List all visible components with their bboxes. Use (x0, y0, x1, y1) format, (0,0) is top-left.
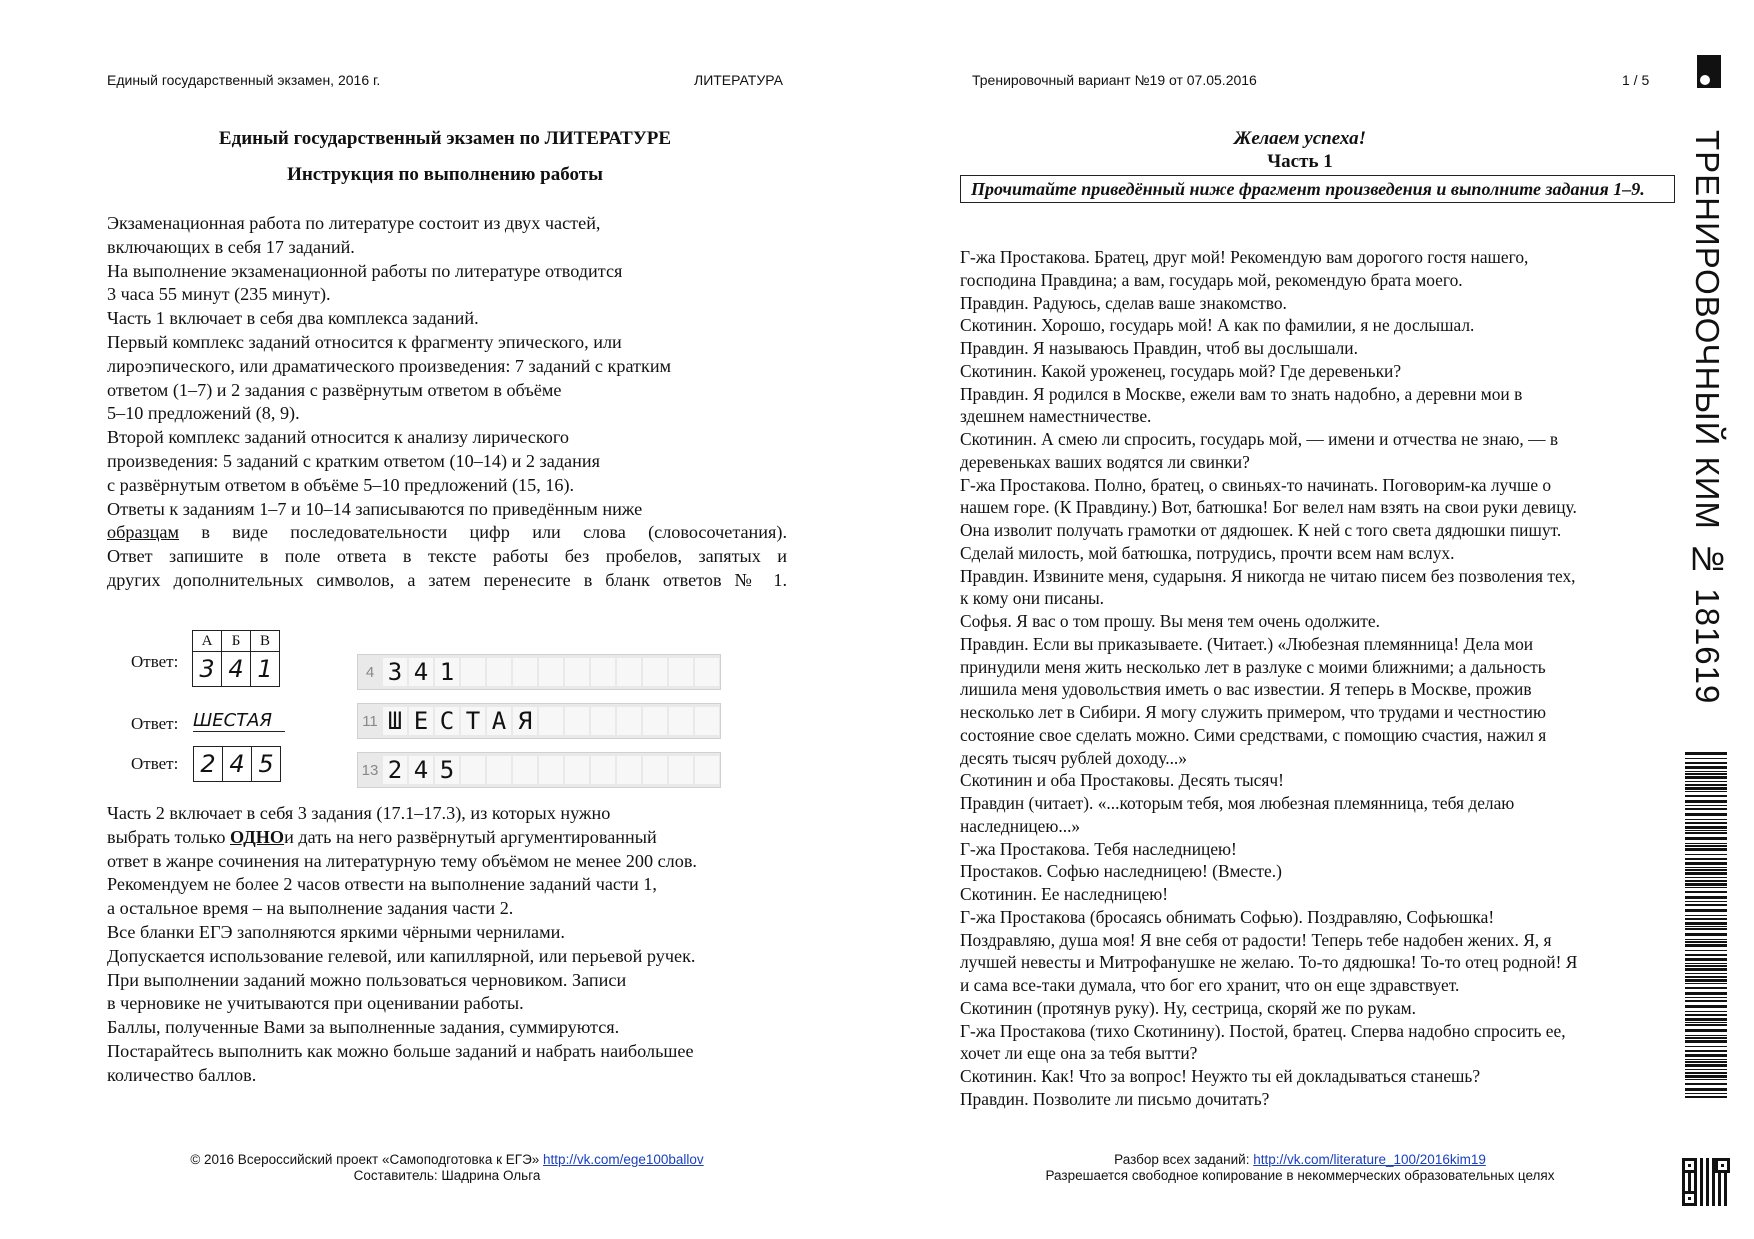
form-cell: 4 (409, 756, 433, 784)
example1-form (357, 654, 721, 690)
form-number: 13 (361, 761, 379, 779)
example1-header: А (193, 631, 222, 651)
form-cell: Е (409, 707, 433, 735)
dialogue-line: Г-жа Простакова (тихо Скотинину). Постой, братец. Сперва надобно спросить ее, (960, 1020, 1566, 1041)
barcode-icon (1685, 752, 1727, 1102)
example1-label: Ответ: (131, 652, 179, 671)
dialogue-line: Скотинин. Ее наследницею! (960, 884, 1169, 904)
dialogue-line: хочет ли еще она за тебя вытти? (960, 1043, 1198, 1064)
form-cell: С (435, 707, 459, 735)
form-cell: 5 (435, 756, 459, 784)
dialogue-line: здешнем наместничестве. (960, 406, 1152, 427)
form-number: 4 (365, 663, 375, 681)
dialogue-line: Правдин. Радуюсь, сделав ваше знакомство. (960, 292, 1287, 313)
answer-line: Ответ запишите в поле ответа в тексте работы без пробелов, запятых и (107, 546, 787, 567)
outro-line: в черновике не учитываются при оценивании работы. (107, 993, 524, 1014)
dialogue-line: Скотинин. А смею ли спросить, государь мой, — имени и отчества не знаю, — в (960, 429, 1559, 449)
outro-line: Рекомендуем не более 2 часов отвести на выполнение заданий части 1, (107, 874, 657, 895)
outro-line: а остальное время – на выполнение задания части 2. (107, 898, 514, 919)
dialogue-line: состояние свое сделать можно. Сими средствами, с помощию счастия, нажил я (960, 724, 1547, 745)
copy-permission: Разрешается свободное копирование в некоммерческих образовательных целях (1045, 1168, 1555, 1183)
dialogue-line: Г-жа Простакова (бросаясь обнимать Софью). Поздравляю, Софьюшка! (960, 906, 1495, 927)
intro-line: ответом (1–7) и 2 задания с развёрнутым ответом в объёме (107, 379, 562, 400)
intro-line: На выполнение экзаменационной работы по литературе отводится (107, 260, 623, 281)
dialogue-line: десять тысяч рублей доходу...» (960, 747, 1187, 768)
form-cell: А (487, 707, 511, 735)
part2-line: Часть 2 включает в себя 3 задания (17.1–17.3), из которых нужно (107, 803, 611, 823)
form-cell: 4 (409, 658, 433, 686)
project-link[interactable]: http://vk.com/ege100ballov (543, 1152, 704, 1167)
corner-marker (1697, 55, 1721, 88)
dialogue-line: наследницею...» (960, 815, 1081, 836)
page-number: 1 / 5 (1622, 72, 1650, 88)
intro-line: Первый комплекс заданий относится к фрагменту эпического, или (107, 331, 622, 352)
form-cell: Я (513, 707, 537, 735)
dialogue-line: Скотинин. Какой уроженец, государь мой? Где деревеньки? (960, 360, 1402, 381)
dialogue-line: Г-жа Простакова. Полно, братец, о свиньях-то начинать. Поговорим-ка лучше о (960, 474, 1552, 495)
dialogue-line: господина Правдина; а вам, государь мой, рекомендую брата моего. (960, 269, 1463, 290)
outro-line: Все бланки ЕГЭ заполняются яркими чёрными чернилами. (107, 921, 565, 942)
example1-table (192, 630, 280, 687)
dialogue-line: Поздравляю, душа моя! Я вне себя от радости! Теперь тебе надобен жених. Я, я (960, 929, 1552, 950)
part-title: Часть 1 (1267, 151, 1333, 172)
dialogue-line: Скотинин и оба Простаковы. Десять тысяч! (960, 770, 1284, 791)
intro-line: Экзаменационная работа по литературе состоит из двух частей, (107, 213, 601, 233)
dialogue-line: Правдин. Я родился в Москве, ежели вам то знать надобно, а деревни мои в (960, 383, 1523, 404)
outro-line: ответ в жанре сочинения на литературную тему объёмом не менее 200 слов. (107, 850, 697, 871)
example2-word: ШЕСТАЯ (193, 710, 285, 732)
left-footer: © 2016 Всероссийский проект «Самоподготовка к ЕГЭ» http://vk.com/ege100ballov (190, 1152, 704, 1167)
example2-label: Ответ: (131, 714, 179, 733)
intro-line: с развёрнутым ответом в объёме 5–10 предложений (15, 16). (107, 474, 575, 495)
dialogue-line: принудили меня жить несколько лет в разлуке с моими ближними; а дальность (960, 656, 1546, 677)
instructions-title: Инструкция по выполнению работы (287, 164, 603, 185)
outro-line: Допускается использование гелевой, или капиллярной, или перьевой ручек. (107, 945, 696, 966)
dialogue-line: Правдин. Извините меня, сударыня. Я никогда не читаю писем без позволения тех, (960, 565, 1576, 586)
dialogue-line: Г-жа Простакова. Братец, друг мой! Рекомендую вам дорогого гостя нашего, (960, 247, 1529, 267)
vertical-kim-title: ТРЕНИРОВОЧНЫЙ КИМ № 181619 (1689, 130, 1726, 705)
one-emphasis: ОДНО (230, 826, 285, 847)
form-cell: Т (461, 707, 485, 735)
dialogue-line: Правдин. Если вы приказываете. (Читает.) «Любезная племянница! Дела мои (960, 633, 1534, 654)
outro-line: Постарайтесь выполнить как можно больше заданий и набрать наибольшее (107, 1040, 694, 1061)
form-cell: Ш (383, 707, 407, 735)
dialogue-line: лучшей невесты и Митрофанушке не желаю. То-то дядюшка! То-то отец родной! Я (960, 952, 1578, 973)
samples-line: образцам в виде последовательности цифр или слова (словосочетания). (107, 522, 787, 543)
intro-line: включающих в себя 17 заданий. (107, 236, 355, 257)
example3-digit: 5 (258, 750, 274, 778)
form-cell: 1 (435, 658, 459, 686)
dialogue-line: Г-жа Простакова. Тебя наследницею! (960, 838, 1237, 859)
wish-text: Желаем успеха! (1233, 128, 1367, 149)
analysis-link[interactable]: http://vk.com/literature_100/2016kim19 (1253, 1152, 1486, 1167)
dialogue-line: лишила меня удовольствия иметь о вас известии. Я теперь в Москве, прожив (960, 679, 1532, 700)
example1-digit: 1 (257, 655, 273, 683)
task-instruction-box: Прочитайте приведённый ниже фрагмент произведения и выполните задания 1–9. (960, 175, 1675, 203)
example3-table (193, 746, 281, 782)
dialogue-line: Правдин. Позволите ли письмо дочитать? (960, 1088, 1270, 1109)
outro-line: количество баллов. (107, 1064, 257, 1085)
example3-digit: 4 (223, 747, 252, 781)
dialogue-line: к кому они писаны. (960, 588, 1105, 609)
dialogue-line: несколько лет в Сибири. Я могу служить примером, что трудами и честностию (960, 702, 1546, 722)
dialogue-line: Скотинин. Хорошо, государь мой! А как по фамилии, я не дослышал. (960, 315, 1475, 336)
header-subject: ЛИТЕРАТУРА (694, 72, 783, 88)
outro-line: При выполнении заданий можно пользоваться черновиком. Записи (107, 969, 627, 990)
example3-label: Ответ: (131, 754, 179, 773)
qr-code-icon (1682, 1158, 1730, 1206)
intro-line: Часть 1 включает в себя два комплекса заданий. (107, 308, 479, 329)
page-title: Единый государственный экзамен по ЛИТЕРАТУРЕ (218, 128, 672, 149)
dialogue-line: нашем горе. (К Правдину.) Вот, батюшка! Бог велел нам взять на свои руки девицу. (960, 497, 1577, 518)
dialogue-line: Правдин (читает). «...которым тебя, моя любезная племянница, тебя делаю (960, 793, 1515, 813)
form-number: 11 (362, 712, 378, 730)
intro-line: 5–10 предложений (8, 9). (107, 403, 300, 424)
example1-header: В (259, 632, 270, 649)
instructions-part2 (107, 802, 797, 1088)
form-cell: 2 (383, 756, 407, 784)
example2-form (357, 703, 721, 739)
intro-line: Второй комплекс заданий относится к анализу лирического (107, 427, 569, 448)
example3-digit: 2 (194, 747, 223, 781)
intro-line: Ответы к заданиям 1–7 и 10–14 записываются по приведённым ниже (107, 498, 643, 519)
intro-line: лироэпического, или драматического произведения: 7 заданий с кратким (107, 355, 672, 376)
instructions-intro (107, 212, 787, 593)
example1-header: Б (222, 631, 251, 651)
example3-form (357, 752, 721, 788)
dialogue-line: Скотинин. Как! Что за вопрос! Неужто ты ей докладываться станешь? (960, 1066, 1481, 1086)
dialogue-line: Софья. Я вас о том прошу. Вы меня тем очень одолжите. (960, 611, 1380, 631)
right-footer: Разбор всех заданий: http://vk.com/literature_100/2016kim19 (1114, 1152, 1486, 1167)
dialogue-line: Она изволит получать грамотки от дядюшек. К ней с того света дядюшки пишут. (960, 520, 1562, 540)
dialogue-line: Скотинин (протянув руку). Ну, сестрица, скоряй же по рукам. (960, 997, 1417, 1018)
header-left: Единый государственный экзамен, 2016 г. (107, 72, 381, 88)
intro-line: 3 часа 55 минут (235 минут). (107, 284, 331, 305)
dialogue-line: и сама все-таки думала, что бог его хранит, что он еще здравствует. (960, 975, 1460, 995)
form-cell: 3 (383, 658, 407, 686)
dialogue-line: Правдин. Я называюсь Правдин, чтоб вы дослышали. (960, 338, 1358, 358)
play-fragment (960, 246, 1670, 1111)
dialogue-line: деревеньках ваших водятся ли свинки? (960, 451, 1250, 472)
example1-digit: 4 (222, 652, 251, 686)
dialogue-line: Сделай милость, мой батюшка, потрудись, прочти всем нам вслух. (960, 542, 1455, 563)
outro-line: Баллы, полученные Вами за выполненные задания, суммируются. (107, 1017, 620, 1038)
example1-digit: 3 (193, 652, 222, 686)
samples-word: образцам (107, 522, 180, 543)
header-variant: Тренировочный вариант №19 от 07.05.2016 (972, 72, 1257, 88)
author-line: Составитель: Шадрина Ольга (353, 1168, 541, 1183)
dialogue-line: Простаков. Софью наследницею! (Вместе.) (960, 861, 1282, 882)
intro-line: произведения: 5 заданий с кратким ответом (10–14) и 2 задания (107, 450, 600, 471)
answer-line: других дополнительных символов, а затем перенесите в бланк ответов № 1. (107, 569, 787, 590)
part2-choose-line: выбрать только ОДНОи дать на него развёрнутый аргументированный (107, 826, 657, 847)
